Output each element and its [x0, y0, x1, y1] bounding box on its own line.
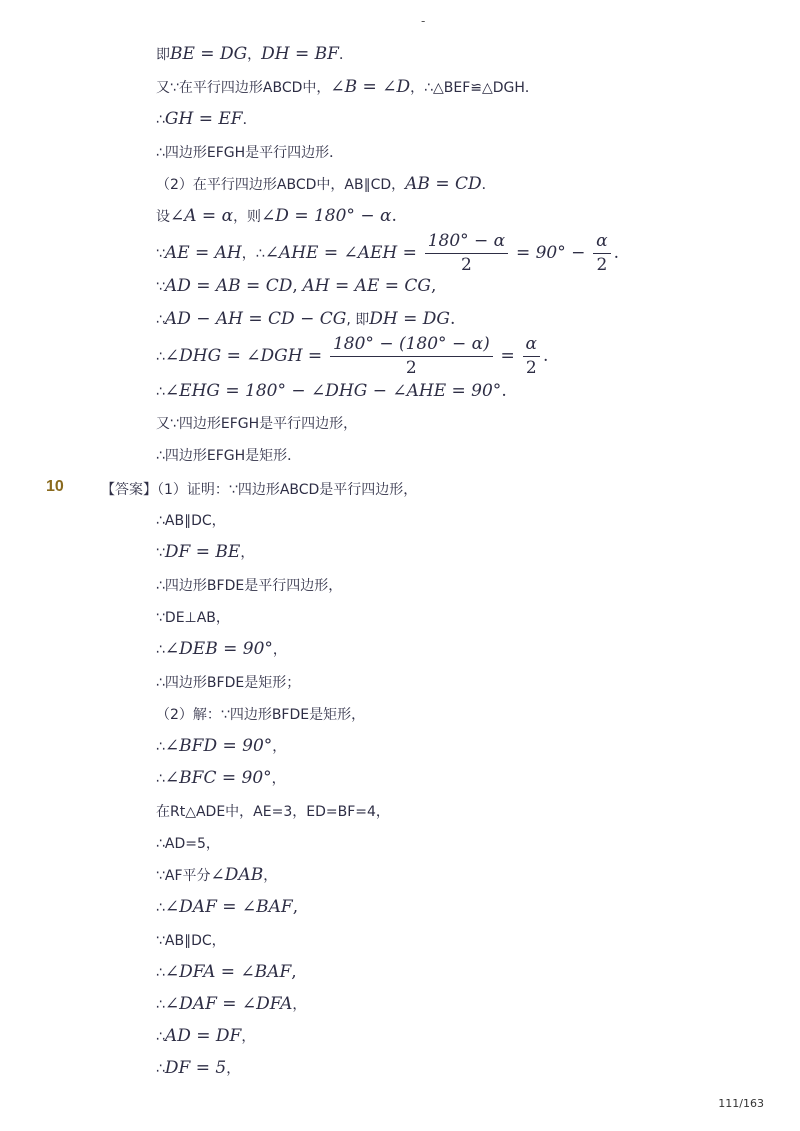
q10-line-17: ∴AD = DF，: [156, 1026, 256, 1046]
q9-line-3: ∴GH = EF．: [156, 109, 257, 129]
q9-line-13: ∴四边形EFGH是矩形．: [156, 448, 302, 464]
q9-line-11: ∴∠EHG = 180° − ∠DHG − ∠AHE = 90°.: [156, 381, 507, 401]
q10-line-9: ∴∠BFC = 90°，: [156, 768, 286, 788]
q10-line-14: ∵AB∥DC，: [156, 933, 226, 949]
q10-line-15: ∴∠DFA = ∠BAF,: [156, 962, 297, 982]
page-number: 111/163: [718, 1097, 764, 1110]
q10-line-12: ∵AF平分∠DAB，: [156, 865, 278, 885]
q10-line-10: 在Rt△ADE中，AE=3，ED=BF=4，: [156, 804, 390, 820]
q9-line-6: 设∠A = α，则∠D = 180° − α.: [156, 206, 397, 226]
fraction: $\frac{180^\circ - (180^\circ - \alpha)}{2}$: [330, 335, 493, 378]
q9-line-8: ∵AD = AB = CD, AH = AE = CG,: [156, 276, 437, 296]
answer-header: 【答案】（1）证明：∵四边形ABCD是平行四边形，: [101, 482, 418, 498]
q9-line-10: ∴∠DHG = ∠DGH = $\frac{180^\circ - (180^\circ - \alpha)}{2}$ = $\frac{\alpha}{2}$ .: [156, 334, 549, 378]
fraction: $\frac{180^\circ - \alpha}{2}$: [425, 232, 508, 275]
q9-line-1: 即BE = DG，DH = BF．: [156, 44, 353, 64]
q9-line-5: （2）在平行四边形ABCD中，AB∥CD，AB = CD．: [156, 174, 496, 194]
q9-line-9: ∴AD − AH = CD − CG, 即DH = DG.: [156, 309, 456, 329]
q10-line-16: ∴∠DAF = ∠DFA，: [156, 994, 307, 1014]
q10-line-11: ∴AD=5，: [156, 836, 220, 852]
question-number: 10: [46, 478, 64, 495]
q10-line-1: ∴AB∥DC，: [156, 513, 226, 529]
q10-line-8: ∴∠BFD = 90°，: [156, 736, 287, 756]
fraction: $\frac{\alpha}{2}$: [523, 335, 540, 378]
q10-line-13: ∴∠DAF = ∠BAF,: [156, 897, 299, 917]
q10-line-18: ∴DF = 5，: [156, 1058, 241, 1078]
q9-line-2: 又∵在平行四边形ABCD中，∠B = ∠D，∴△BEF≌△DGH．: [156, 77, 539, 97]
q9-line-7: ∵AE = AH，∴∠AHE = ∠AEH = $\frac{180^\circ - \alpha}{2}$ = 90° − $\frac{\alpha}{2}$ .: [156, 231, 620, 275]
top-mark: -: [421, 14, 426, 28]
q10-line-6: ∴四边形BFDE是矩形；: [156, 675, 301, 691]
q10-line-7: （2）解：∵四边形BFDE是矩形，: [156, 707, 366, 723]
fraction: $\frac{\alpha}{2}$: [593, 232, 610, 275]
q10-line-4: ∵DE⊥AB，: [156, 610, 230, 626]
q10-line-3: ∴四边形BFDE是平行四边形，: [156, 578, 343, 594]
q10-line-2: ∵DF = BE，: [156, 542, 255, 562]
q10-line-5: ∴∠DEB = 90°，: [156, 639, 287, 659]
q9-line-4: ∴四边形EFGH是平行四边形．: [156, 145, 344, 161]
q9-line-12: 又∵四边形EFGH是平行四边形，: [156, 416, 358, 432]
